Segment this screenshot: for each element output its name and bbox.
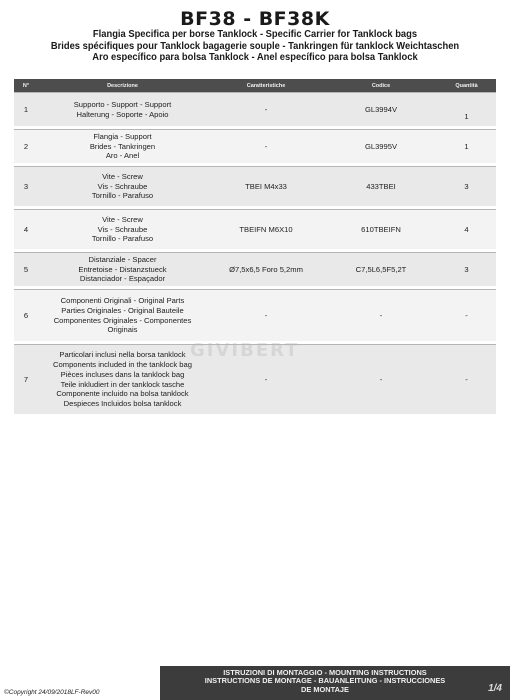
cell-quantity: 3	[437, 167, 496, 207]
cell-number: 3	[14, 167, 38, 207]
description-line: Particolari inclusi nella borsa tanklock	[59, 350, 186, 360]
description-line: Componenti Originali - Original Parts	[60, 295, 185, 305]
table-row	[14, 210, 496, 250]
description-line: Halterung - Soporte - Apoio	[76, 109, 169, 119]
description-line: Tornillo - Parafuso	[91, 234, 154, 244]
description-line: Aro - Anel	[105, 151, 140, 161]
description-line: Vite - Screw	[102, 171, 143, 181]
table-row	[14, 167, 496, 207]
footer-line-1: ISTRUZIONI DI MONTAGGIO - MOUNTING INSTRUCTIONS	[223, 668, 427, 677]
description-line: Parties Originales - Original Bauteile	[61, 305, 184, 315]
footer-instructions	[160, 669, 490, 694]
parts-table	[14, 79, 496, 415]
subtitle-line-2: Brides spécifiques pour Tanklock bagagerie souple - Tankringen für tanklock Weichtaschen	[50, 40, 460, 52]
cell-description	[38, 130, 207, 164]
cell-quantity: -	[437, 345, 496, 415]
cell-code: GL3994V	[325, 93, 437, 127]
description-line: Pièces incluses dans la tanklock bag	[60, 369, 185, 379]
cell-code: C7,5L6,5F5,2T	[325, 253, 437, 287]
description-line: Supporto - Support - Support	[73, 99, 172, 109]
description-line: Vis - Schraube	[97, 181, 148, 191]
cell-characteristics: -	[207, 345, 325, 415]
cell-characteristics: TBEIFN M6X10	[207, 210, 325, 250]
description-line: Entretoise - Distanzstueck	[78, 264, 167, 274]
footer-line-3: DE MONTAJE	[301, 684, 349, 694]
description-line: Componentes Originales - Componentes	[53, 315, 192, 325]
cell-number: 2	[14, 130, 38, 164]
footer	[0, 666, 510, 700]
cell-quantity: -	[437, 290, 496, 342]
subtitle-line-3: Aro específico para bolsa Tanklock - Anel específico para bolsa Tanklock	[92, 52, 418, 63]
cell-description	[38, 290, 207, 342]
cell-quantity: 3	[437, 253, 496, 287]
table-header-row	[14, 79, 496, 93]
description-line: Componente incluido na bolsa tanklock	[56, 389, 189, 399]
table-body	[14, 93, 496, 415]
description-line: Brides - Tankringen	[89, 141, 156, 151]
header-code: Codice	[325, 79, 437, 93]
cell-characteristics: -	[207, 290, 325, 342]
table-row	[14, 93, 496, 127]
header-number: N°	[14, 79, 38, 93]
table-row	[14, 130, 496, 164]
cell-description	[38, 345, 207, 415]
cell-number: 1	[14, 93, 38, 127]
header-description: Descrizione	[38, 79, 207, 93]
cell-code: 433TBEI	[325, 167, 437, 207]
description-line: Originais	[107, 325, 138, 335]
cell-quantity: 1	[437, 130, 496, 164]
header-characteristics: Caratteristiche	[207, 79, 325, 93]
document-header	[0, 0, 510, 64]
description-line: Vite - Screw	[102, 214, 143, 224]
cell-description	[38, 167, 207, 207]
cell-description	[38, 210, 207, 250]
copyright-text: ©Copyright 24/09/2018LF-Rev00	[4, 689, 100, 696]
watermark-logo: GIVIBERT	[190, 340, 300, 361]
description-line: Tornillo - Parafuso	[91, 191, 154, 201]
cell-number: 7	[14, 345, 38, 415]
description-line: Distanciador - Espaçador	[79, 274, 166, 284]
cell-characteristics: TBEI M4x33	[207, 167, 325, 207]
header-quantity: Quantità	[437, 79, 496, 93]
cell-number: 5	[14, 253, 38, 287]
cell-code: 610TBEIFN	[325, 210, 437, 250]
cell-number: 4	[14, 210, 38, 250]
cell-code: -	[325, 290, 437, 342]
cell-characteristics: Ø7,5x6,5 Foro 5,2mm	[207, 253, 325, 287]
description-line: Components included in the tanklock bag	[53, 359, 192, 369]
description-line: Teile inkludiert in der tanklock tasche	[60, 379, 185, 389]
footer-line-2: INSTRUCTIONS DE MONTAGE - BAUANLEITUNG - INSTRUCCIONES	[204, 676, 446, 686]
cell-number: 6	[14, 290, 38, 342]
cell-quantity: 1	[437, 93, 496, 127]
cell-characteristics: -	[207, 130, 325, 164]
cell-description	[38, 93, 207, 127]
table-row	[14, 253, 496, 287]
cell-code: GL3995V	[325, 130, 437, 164]
cell-characteristics: -	[207, 93, 325, 127]
document-title: BF38 - BF38K	[180, 8, 330, 30]
page-number: 1/4	[488, 683, 502, 694]
description-line: Flangia - Support	[93, 131, 152, 141]
cell-code: -	[325, 345, 437, 415]
cell-quantity: 4	[437, 210, 496, 250]
description-line: Despieces Incluidos bolsa tanklock	[63, 399, 182, 409]
description-line: Vis - Schraube	[97, 224, 148, 234]
table-row	[14, 290, 496, 342]
description-line: Distanziale - Spacer	[88, 254, 157, 264]
subtitle-line-1: Flangia Specifica per borse Tanklock - Specific Carrier for Tanklock bags	[92, 29, 418, 40]
cell-description	[38, 253, 207, 287]
